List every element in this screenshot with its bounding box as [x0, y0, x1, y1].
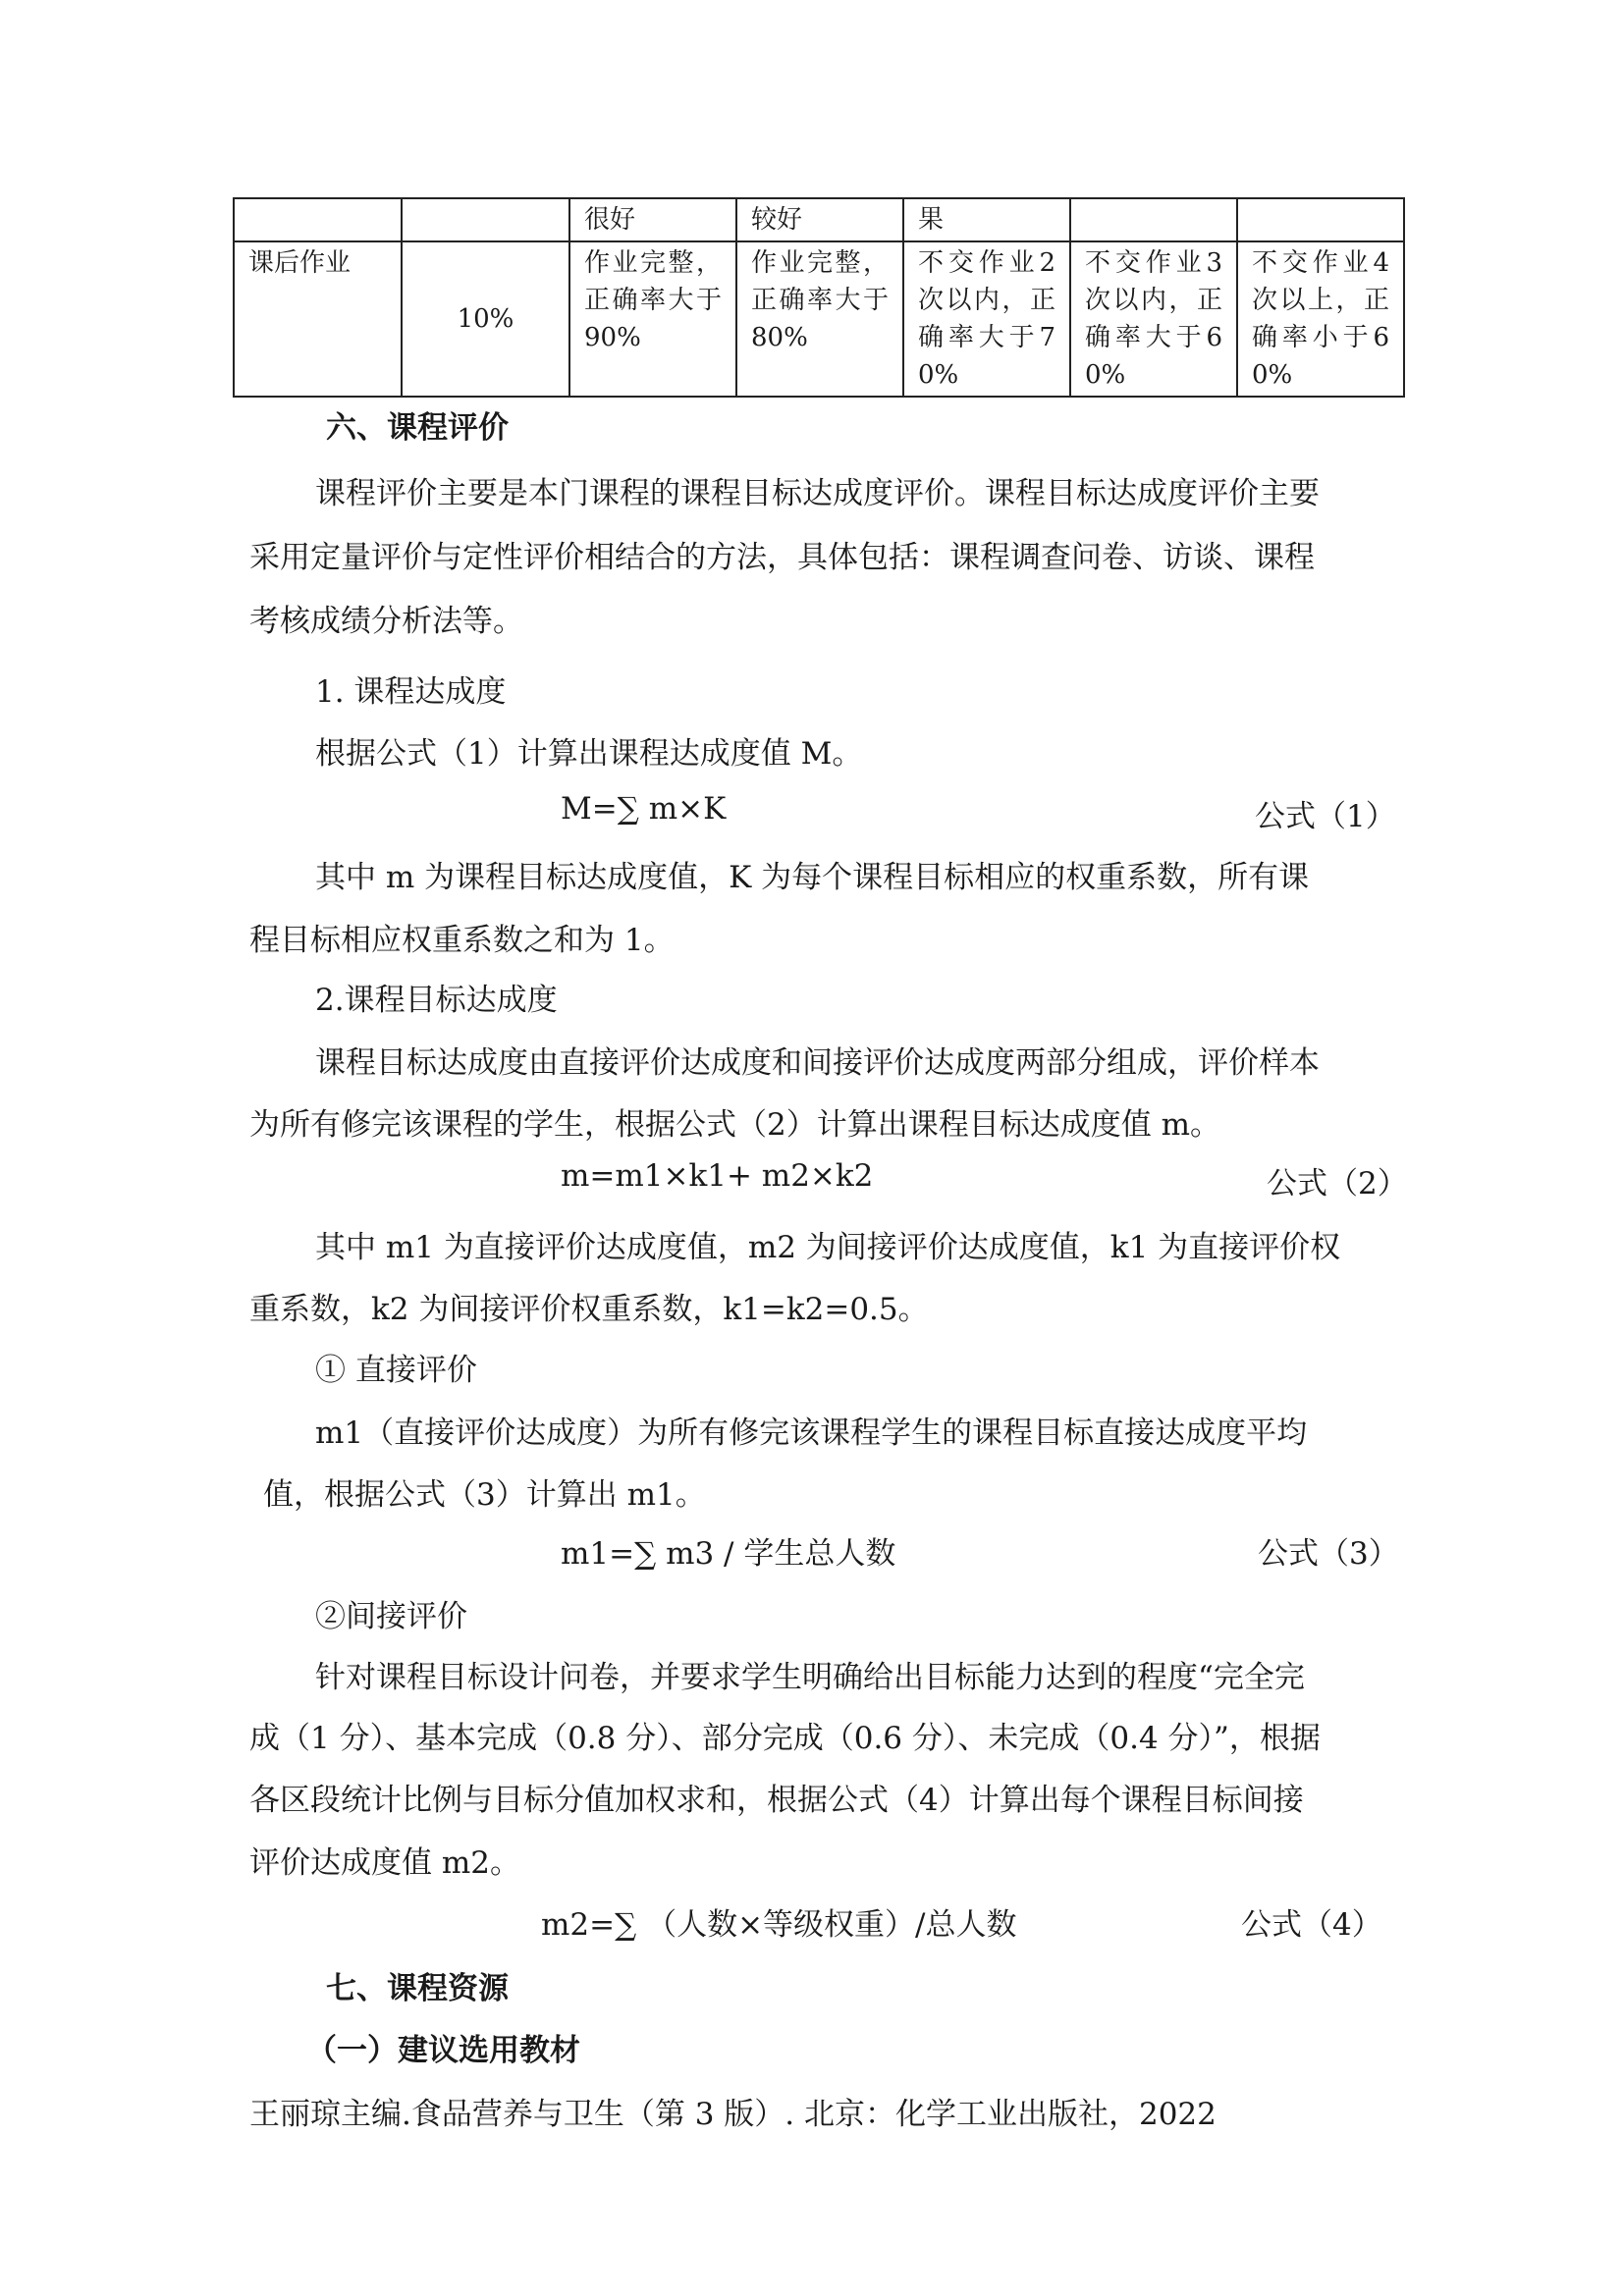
paragraph-line: 程目标相应权重系数之和为 1。: [249, 923, 675, 958]
assessment-item-cell: 课后作业: [234, 241, 402, 397]
paragraph-line: 其中 m1 为直接评价达成度值，m2 为间接评价达成度值，k1 为直接评价权: [315, 1230, 1341, 1265]
table-cell: [1070, 198, 1237, 241]
formula-label: 公式（2）: [1267, 1166, 1408, 1201]
paragraph-line: 为所有修完该课程的学生，根据公式（2）计算出课程目标达成度值 m。: [249, 1107, 1220, 1143]
paragraph-line: 根据公式（1）计算出课程达成度值 M。: [315, 736, 863, 772]
table-row: [234, 241, 1404, 397]
paragraph-line: m1（直接评价达成度）为所有修完该课程学生的课程目标直接达成度平均: [315, 1415, 1308, 1451]
criteria-cell: 不交作业4次以上，正确率小于60%: [1237, 241, 1404, 397]
paragraph-line: 其中 m 为课程目标达成度值，K 为每个课程目标相应的权重系数，所有课: [315, 860, 1310, 895]
paragraph-line: 针对课程目标设计问卷，并要求学生明确给出目标能力达到的程度“完全完: [315, 1660, 1305, 1695]
table-cell: [402, 198, 569, 241]
paragraph-line: 重系数，k2 为间接评价权重系数，k1=k2=0.5。: [249, 1292, 929, 1327]
formula: M=∑ m×K: [561, 791, 727, 827]
table-cell: [1237, 198, 1404, 241]
grading-table: [233, 197, 1405, 398]
criteria-cell: 不交作业2次以内，正确率大于70%: [903, 241, 1070, 397]
table-cell: 果: [903, 198, 1070, 241]
formula: m1=∑ m3 / 学生总人数: [561, 1536, 896, 1572]
table-cell: 较好: [736, 198, 903, 241]
criteria-cell: 作业完整，正确率大于80%: [736, 241, 903, 397]
paragraph-line: 课程目标达成度由直接评价达成度和间接评价达成度两部分组成，评价样本: [315, 1045, 1320, 1081]
section-heading: 六、课程评价: [326, 410, 509, 446]
paragraph-line: 成（1 分）、基本完成（0.8 分）、部分完成（0.6 分）、未完成（0.4 分）”，根据: [249, 1721, 1321, 1756]
paragraph-line: 评价达成度值 m2。: [249, 1845, 520, 1881]
paragraph-line: 采用定量评价与定性评价相结合的方法，具体包括：课程调查问卷、访谈、课程: [249, 540, 1315, 575]
subsection-title: ②间接评价: [315, 1599, 467, 1634]
section-heading: 七、课程资源: [326, 1971, 509, 2006]
formula-label: 公式（1）: [1255, 799, 1396, 834]
textbook-reference: 王丽琼主编.食品营养与卫生（第 3 版）. 北京：化学工业出版社，2022: [249, 2097, 1217, 2132]
paragraph-line: 值，根据公式（3）计算出 m1。: [263, 1477, 706, 1513]
table-cell: 很好: [569, 198, 736, 241]
criteria-cell: 作业完整，正确率大于90%: [569, 241, 736, 397]
formula-label: 公式（3）: [1258, 1536, 1399, 1572]
formula: m=m1×k1+ m2×k2: [561, 1158, 874, 1194]
subsection-title: 1. 课程达成度: [315, 674, 507, 710]
paragraph-line: 课程评价主要是本门课程的课程目标达成度评价。课程目标达成度评价主要: [315, 476, 1320, 511]
formula: m2=∑ （人数×等级权重）/总人数: [541, 1907, 1017, 1943]
weight-cell: 10%: [402, 241, 569, 397]
formula-label: 公式（4）: [1241, 1907, 1382, 1943]
subsection-heading: （一）建议选用教材: [306, 2033, 580, 2068]
paragraph-line: 考核成绩分析法等。: [249, 604, 523, 639]
subsection-title: ① 直接评价: [315, 1353, 477, 1388]
criteria-cell: 不交作业3次以内，正确率大于60%: [1070, 241, 1237, 397]
subsection-title: 2.课程目标达成度: [315, 983, 558, 1018]
table-cell: [234, 198, 402, 241]
paragraph-line: 各区段统计比例与目标分值加权求和，根据公式（4）计算出每个课程目标间接: [249, 1783, 1304, 1818]
table-row: [234, 198, 1404, 241]
